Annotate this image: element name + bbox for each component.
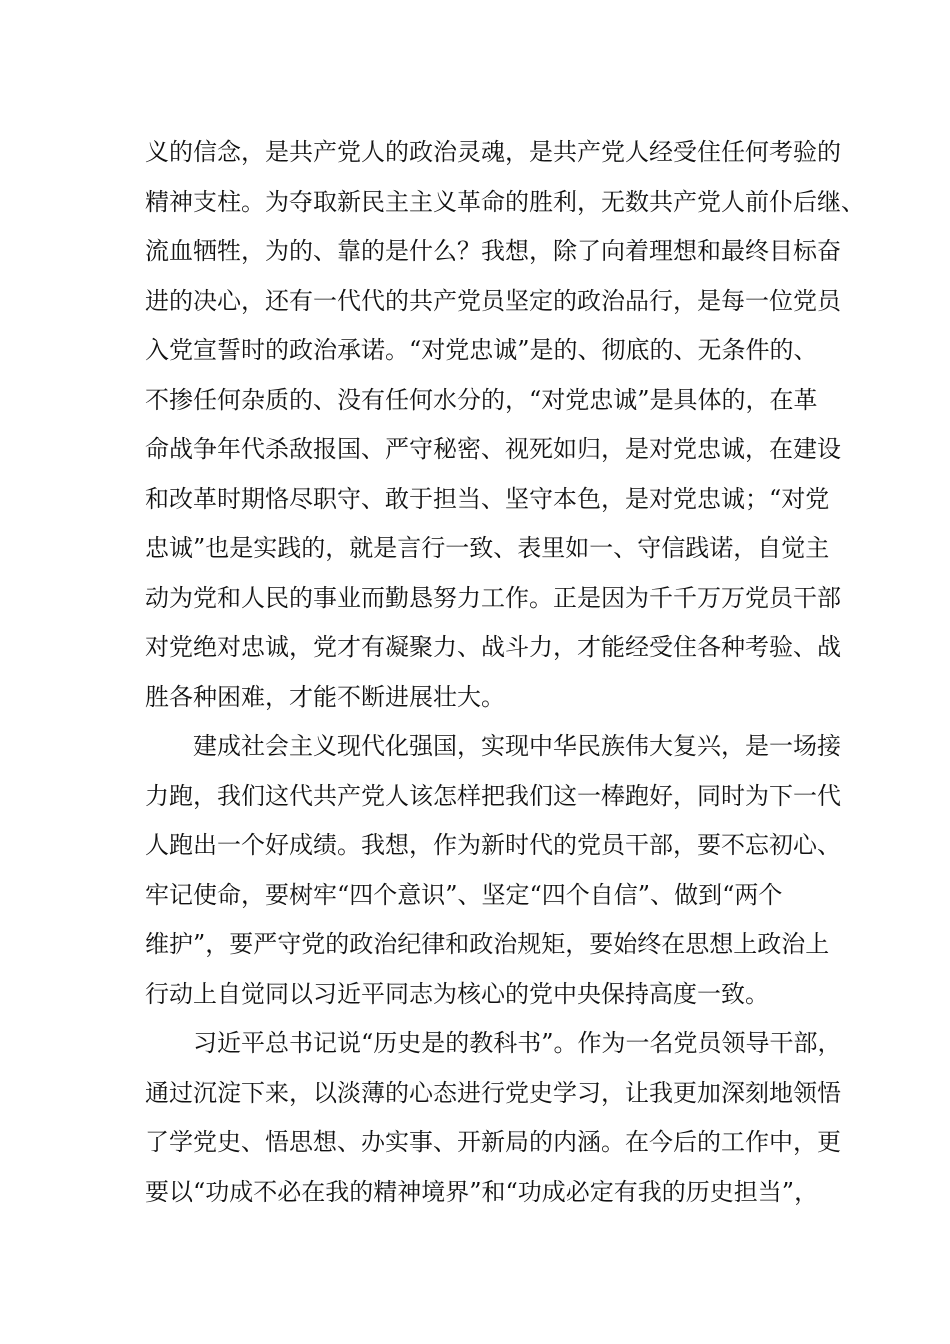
text-line: 人跑出一个好成绩。我想，作为新时代的党员干部，要不忘初心、	[145, 831, 841, 859]
text-line: 动为党和人民的事业而勤恳努力工作。正是因为千千万万党员干部	[145, 583, 841, 612]
text-line: 胜各种困难，才能不断进展壮大。	[145, 682, 505, 711]
text-line: 和改革时期恪尽职守、敢于担当、坚守本色，是对党忠诚；“对党	[145, 484, 830, 513]
text-line: 维护”，要严守党的政治纪律和政治规矩，要始终在思想上政治上	[145, 930, 830, 958]
text-line: 忠诚”也是实践的，就是言行一致、表里如一、守信践诺，自觉主	[145, 534, 830, 562]
paragraph-2	[145, 722, 841, 1019]
text-line: 行动上自觉同以习近平同志为核心的党中央保持高度一致。	[145, 979, 769, 1008]
text-line: 牢记使命，要树牢“四个意识”、坚定“四个自信”、做到“两个	[145, 880, 783, 909]
text-line: 要以“功成不必在我的精神境界”和“功成必定有我的历史担当”，	[145, 1177, 819, 1206]
text-line: 入党宣誓时的政治承诺。“对党忠诚”是的、彻底的、无条件的、	[145, 336, 818, 364]
text-line-first: 建成社会主义现代化强国，实现中华民族伟大复兴，是一场接	[193, 732, 841, 760]
paragraph-1	[145, 128, 865, 722]
text-line-first: 习近平总书记说“历史是的教科书”。作为一名党员领导干部，	[193, 1029, 842, 1057]
text-line: 精神支柱。为夺取新民主主义革命的胜利，无数共产党人前仆后继、	[145, 187, 865, 216]
text-line: 力跑，我们这代共产党人该怎样把我们这一棒跑好，同时为下一代	[145, 781, 841, 810]
text-line: 不掺任何杂质的、没有任何水分的，“对党忠诚”是具体的，在革	[145, 385, 818, 414]
text-line: 进的决心，还有一代代的共产党员坚定的政治品行，是每一位党员	[145, 286, 841, 315]
text-line: 义的信念，是共产党人的政治灵魂，是共产党人经受住任何考验的	[145, 138, 841, 166]
text-line: 命战争年代杀敌报国、严守秘密、视死如归，是对党忠诚，在建设	[145, 435, 841, 463]
text-line: 通过沉淀下来，以淡薄的心态进行党史学习，让我更加深刻地领悟	[145, 1078, 841, 1107]
paragraph-3	[145, 1019, 842, 1217]
text-line: 流血牺牲，为的、靠的是什么？我想，除了向着理想和最终目标奋	[145, 237, 841, 265]
text-line: 了学党史、悟思想、办实事、开新局的内涵。在今后的工作中，更	[145, 1128, 841, 1156]
text-line: 对党绝对忠诚，党才有凝聚力、战斗力，才能经受住各种考验、战	[145, 633, 841, 661]
document-body	[145, 128, 865, 1217]
